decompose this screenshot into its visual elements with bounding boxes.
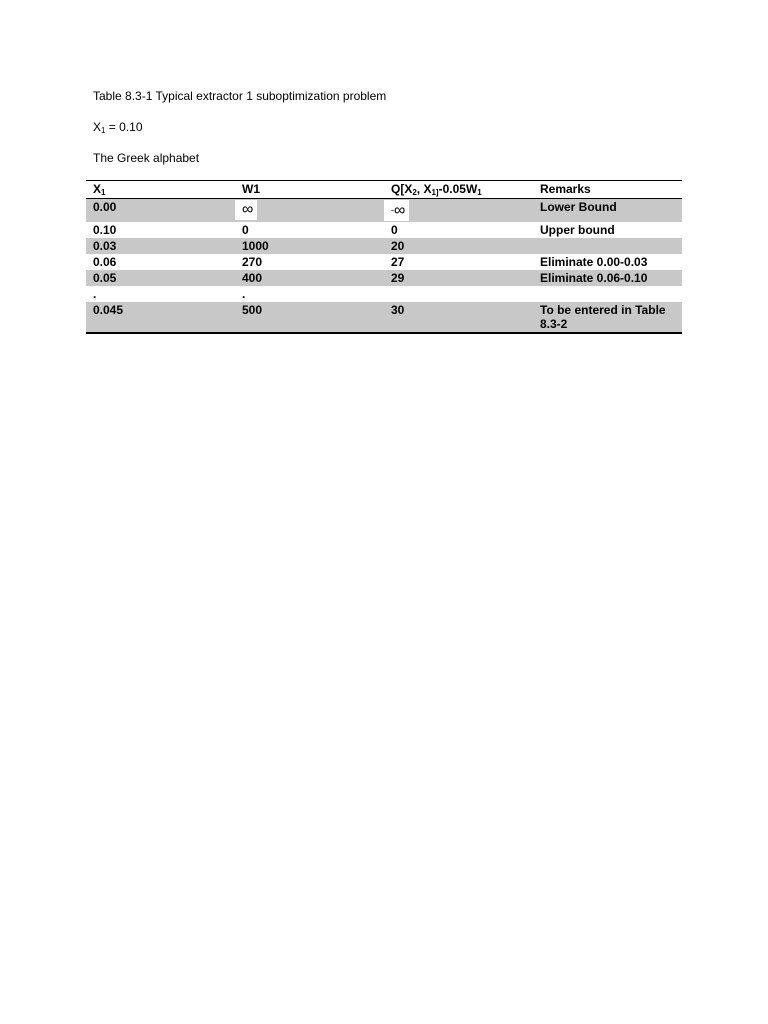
header-remarks: Remarks	[540, 182, 591, 196]
cell-q	[384, 286, 533, 302]
greek-alphabet-line: The Greek alphabet	[93, 151, 200, 165]
cell-w1: 0	[242, 223, 249, 237]
cell-w1: 270	[242, 255, 263, 269]
header-w1: W1	[242, 182, 260, 196]
cell-remarks	[533, 238, 682, 254]
table-row	[86, 254, 682, 270]
cell-remarks: Upper bound	[540, 223, 615, 237]
cell-q	[384, 199, 533, 223]
cell-q: 0	[391, 223, 398, 237]
x1-subscript: 1	[101, 126, 106, 135]
x1-value: = 0.10	[105, 120, 143, 134]
header-x1: $X_1$	[93, 182, 106, 197]
x1-value-line	[93, 120, 143, 134]
table-caption: Table 8.3-1 Typical extractor 1 suboptimization problem	[93, 89, 387, 103]
table-header-row	[86, 181, 682, 199]
cell-q: 20	[384, 238, 533, 254]
cell-x1: 0.00	[86, 199, 235, 223]
cell-x1: .	[93, 287, 97, 301]
cell-w1: 500	[235, 302, 384, 333]
header-q: $Q[X_2$, $X_{1]}-0.05W_1$	[391, 182, 482, 197]
cell-x1: 0.05	[86, 270, 235, 286]
table-row	[86, 270, 682, 286]
negative-infinity-symbol: -∞	[384, 200, 409, 221]
cell-x1: 0.06	[93, 255, 117, 269]
table-row	[86, 222, 682, 238]
cell-w1: 400	[235, 270, 384, 286]
cell-x1: 0.045	[86, 302, 235, 333]
table-row	[86, 199, 682, 223]
cell-remarks	[533, 286, 682, 302]
cell-q: 29	[384, 270, 533, 286]
table-row	[86, 286, 682, 302]
table-row	[86, 302, 682, 333]
suboptimization-table	[86, 180, 682, 334]
x1-var: X	[93, 120, 102, 134]
cell-q: 27	[391, 255, 405, 269]
cell-x1: 0.03	[86, 238, 235, 254]
table-row	[86, 238, 682, 254]
cell-remarks: Eliminate 0.06-0.10	[533, 270, 682, 286]
infinity-symbol: ∞	[235, 200, 257, 220]
cell-remarks: To be entered in Table 8.3-2	[533, 302, 682, 333]
cell-remarks: Eliminate 0.00-0.03	[540, 255, 648, 269]
cell-remarks: Lower Bound	[533, 199, 682, 223]
cell-x1: 0.10	[93, 223, 117, 237]
cell-w1: 1000	[235, 238, 384, 254]
cell-q: 30	[384, 302, 533, 333]
cell-w1	[235, 199, 384, 223]
cell-w1: .	[242, 287, 246, 301]
